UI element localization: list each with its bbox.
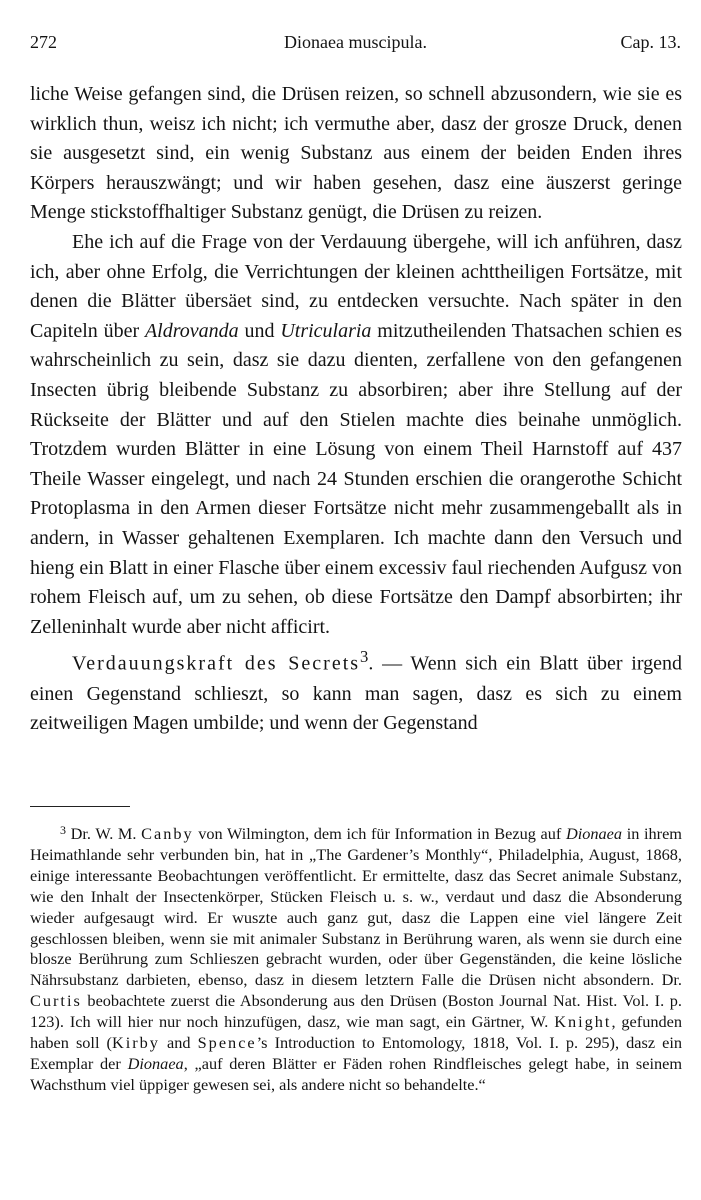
footnote-reference: 3 [360, 647, 369, 667]
footnote-part: , gefunden haben soll ( [30, 1012, 682, 1053]
footnote-part: beobachtete zuerst die Absonderung aus den Drüsen (Boston Journal Nat. Hist. Vol. I. p. 123). Ich will hier nur noch hinzufügen, dasz, wie man sagt, ein Gärtner, W. [30, 991, 682, 1032]
paragraph-2-part-a: Ehe ich auf die Frage von der Verdauung übergehe, will ich anführen, dasz ich, aber ohne Erfolg, die Verrichtungen der kleinen achttheiligen Fortsätze, mit denen die Blätter übersäet sind, zu entdecken versuchte. Nach später in den Capiteln über [30, 230, 682, 342]
name-spence: Spence [197, 1033, 257, 1053]
page-header [30, 32, 681, 58]
footnote-part: , „auf deren Blätter er Fäden rohen Rindfleisches gelegt habe, in seinem Wachsthum viel üppiger gewesen sei, als andere nicht so behandelte.“ [30, 1053, 683, 1094]
paragraph-3-text: . — Wenn sich ein Blatt über irgend einen Gegenstand schlieszt, so kann man sagen, dasz es sich zu einem zeitweiligen Magen umbilde; und wenn der Gegenstand [30, 652, 682, 735]
page-number: 272 [30, 32, 57, 52]
paragraph-2 [30, 228, 682, 642]
paragraph-2-part-b: und [244, 319, 275, 342]
paragraph-1: liche Weise gefangen sind, die Drüsen reizen, so schnell abzusondern, wie sie es wirklich thun, weisz ich nicht; ich vermuthe aber, dasz der grosze Druck, denen sie ausgesetzt sind, ein wenig Substanz aus einem der beiden Enden ihres Körpers herauszwängt; und wir haben gesehen, dasz eine äuszerst geringe Menge stickstoffhaltiger Substanz genügt, die Drüsen zu reizen. [30, 83, 682, 224]
name-knight: Knight [554, 1012, 612, 1032]
dionaea-term: Dionaea [127, 1053, 184, 1073]
name-canby: Canby [141, 824, 194, 843]
aldrovanda-term: Aldrovanda [144, 319, 239, 342]
running-title: Dionaea muscipula. [284, 32, 427, 52]
footnote [30, 820, 682, 1096]
name-kirby: Kirby [111, 1033, 160, 1053]
chapter-label: Cap. 13. [620, 32, 681, 52]
main-text [30, 80, 682, 739]
footnote-separator [30, 806, 130, 807]
footnote-part: ’s Introduction to Entomology, 1818, Vol. I. p. 295), dasz ein Exemplar der [30, 1033, 683, 1073]
utricularia-term: Utricularia [280, 319, 372, 342]
paragraph-3 [30, 642, 682, 738]
footnote-part: von Wilmington, dem ich für Information in Bezug auf [198, 824, 562, 843]
dionaea-term: Dionaea [565, 824, 623, 843]
section-heading: Verdauungskraft des Secrets [72, 652, 361, 675]
footnote-part: Dr. W. M. [70, 824, 137, 843]
paragraph-2-part-c: mitzutheilenden Thatsachen schien es wahrscheinlich zu sein, dasz sie dazu dienten, zerfallene von den gefangenen Insecten übrig bleibende Substanz zu absorbiren; aber ihre Stellung auf der Rückseite der Blätter und auf den Stielen machte dies beinahe unmöglich. Trotzdem wurden Blätter in eine Lösung von einem Theil Harnstoff auf 437 Theile Wasser eingelegt, und nach 24 Stunden erschien die orangerothe Schicht Protoplasma in den Armen dieser Fortsätze nicht mehr zusammengeballt als in andern, in Wasser gehaltenen Exemplaren. Ich machte dann den Versuch und hieng ein Blatt in einer Flasche über einem excessiv faul riechenden Aufgusz von rohem Fleisch auf, um zu sehen, ob diese Fortsätze den Dampf absorbirten; ihr Zelleninhalt wurde aber nicht afficirt. [30, 319, 683, 638]
footnote-label: 3 [60, 823, 66, 837]
footnote-part: in ihrem Heimathlande sehr verbunden bin, hat in „The Gardener’s Monthly“, Philadelphia, August, 1868, einige interessante Beobachtungen veröffentlicht. Er ermittelte, dasz das Secret animale Substanz, wie den Inhalt der Insectenkörper, Stücken Fleisch u. s. w., verdaut und dasz die Absonderung wieder aufgesaugt wird. Er wuszte auch ganz gut, dasz die Lappen eine viel längere Zeit geschlossen bleiben, wenn sie mit animaler Substanz in Berührung waren, als wenn sie durch eine blosze Berührung zum Schlieszen gebracht wurden, oder über Gegenständen, die keine lösliche Nährsubstanz darbieten, ebenso, dasz in diesem letztern Falle die Drüsen nicht absondern. Dr. [30, 824, 682, 990]
footnote-text [30, 820, 682, 1096]
name-curtis: Curtis [30, 991, 82, 1011]
footnote-part: and [167, 1033, 191, 1053]
